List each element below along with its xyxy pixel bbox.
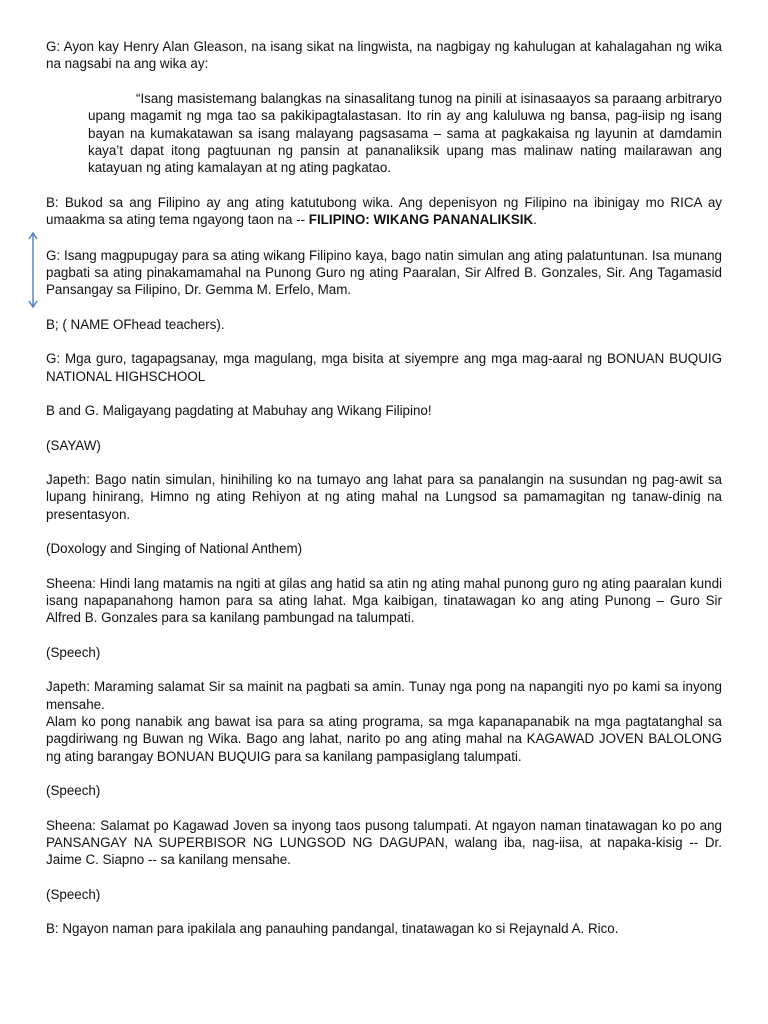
paragraph-greeting: G: Isang magpupugay para sa ating wikang Filipino kaya, bago natin simulan ang ating palatuntunan. Isa munang pagbati sa ating pinakamamahal na Punong Guro ng ating Paaralan, Sir Alfred B. Gonzales, Sir. Ang Tagamasid Pansangay sa Filipino, Dr. Gemma M. Erfelo, Mam. [46,247,722,298]
paragraph-supervisor-intro: Sheena: Salamat po Kagawad Joven sa inyong taos pusong talumpati. At ngayon naman tinatawagan ko po ang PANSANGAY NA SUPERBISOR NG LUNGSOD NG DAGUPAN, walang iba, nag-iisa, at napaka-kisig -- Dr. Jaime C. Siapno -- sa kanilang mensahe. [46,817,722,868]
double-arrow-icon [27,230,39,310]
paragraph-head-teachers: B; ( NAME OFhead teachers). [46,316,225,332]
paragraph-quote: “Isang masistemang balangkas na sinasalitang tunog na pinili at isinasaayos sa paraang arbitraryo upang magamit ng mga tao sa pakikipagtalastasan. Ito rin ay ang kaluluwa ng bansa, pag-iisip ng isang bayan na kumakatawan sa isang malayang pagsasama – sama at pagkakaisa ng layunin at damdamin kaya’t dapat itong pagtuunan ng pansin at pananaliksik upang mas malinaw nating mailarawan ang katayuan ng ating kamalayan at ng ating pagkatao. [88,90,722,176]
cue-anthem: (Doxology and Singing of National Anthem) [46,541,303,557]
paragraph-kagawad-intro: Alam ko pong nanabik ang bawat isa para sa ating programa, sa mga kapanapanabik na mga pagtatanghal sa pagdiriwang ng Buwan ng Wika. Bago ang lahat, narito po ang ating mahal na KAGAWAD JOVEN BALOLONG ng ating barangay BONUAN BUQUIG para sa kanilang pampasiglang talumpati. [46,713,722,764]
cue-sayaw: (SAYAW) [46,437,101,453]
cue-speech-2: (Speech) [46,783,101,799]
cue-speech-1: (Speech) [46,644,101,660]
paragraph-audience: G: Mga guro, tagapagsanay, mga magulang, mga bisita at siyempre ang mga mag-aaral ng BONUAN BUQUIG NATIONAL HIGHSCHOOL [46,351,722,384]
paragraph-prayer: Japeth: Bago natin simulan, hinihiling ko na tumayo ang lahat para sa panalangin na susundan ng pag-awit sa lupang hinirang, Himno ng ating Rehiyon at ng ating mahal na Lungsod sa pamamagitan ng tanaw-dinig na presentasyon. [46,471,722,522]
paragraph-guest-intro: B: Ngayon naman para ipakilala ang panauhing pandangal, tinatawagan ko si Rejaynald A. Rico. [46,921,619,937]
theme-title: FILIPINO: WIKANG PANANALIKSIK [308,212,534,228]
paragraph-thanks-principal: Japeth: Maraming salamat Sir sa mainit na pagbati sa amin. Tunay nga pong na napangiti nyo po kami sa inyong mensahe. [46,679,722,712]
cue-speech-3: (Speech) [46,886,101,902]
paragraph-intro: G: Ayon kay Henry Alan Gleason, na isang sikat na lingwista, na nagbigay ng kahulugan at kahalagahan ng wika na nagsabi na ang wika ay: [46,39,722,72]
paragraph-theme: B: Bukod sa ang Filipino ay ang ating katutubong wika. Ang depenisyon ng Filipino na ibinigay mo RICA ay umaakma sa ating tema ngayong taon na -- FILIPINO: WIKANG PANANALIKSIK. [46,194,722,228]
paragraph-principal-intro: Sheena: Hindi lang matamis na ngiti at gilas ang hatid sa atin ng ating mahal punong guro ng ating paaralan kundi isang napapanahong hamon para sa ating lahat. Mga kaibigan, tinatawagan ko ang ating Punong – Guro Sir Alfred B. Gonzales para sa kanilang pambungad na talumpati. [46,575,722,626]
paragraph-welcome: B and G. Maligayang pagdating at Mabuhay ang Wikang Filipino! [46,403,432,419]
document-body [46,38,722,955]
